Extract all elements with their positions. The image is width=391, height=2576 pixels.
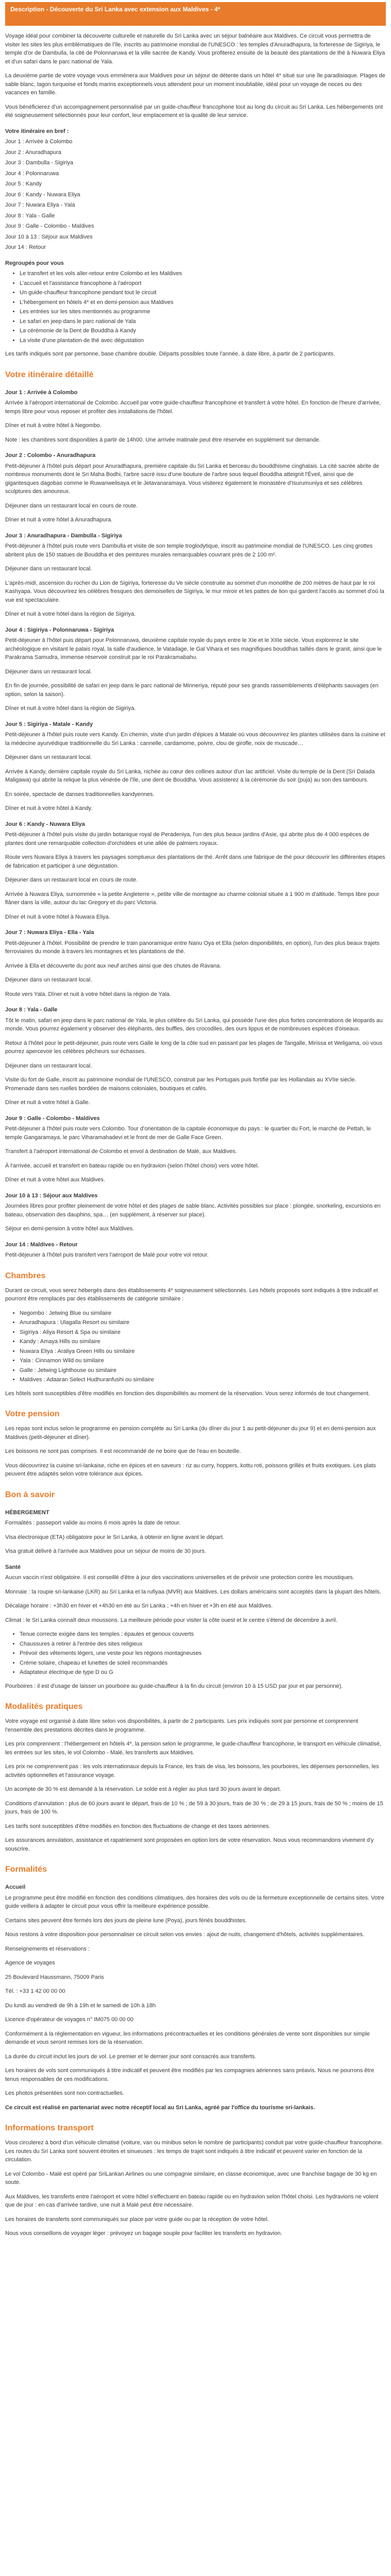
summary-item: Jour 2 : Anuradhapura xyxy=(5,149,61,156)
formalities-paragraph: Du lundi au vendredi de 9h à 19h et le samedi de 10h à 18h xyxy=(5,2002,156,2009)
modalities-title: Modalités pratiques xyxy=(5,1702,83,1711)
extra-paragraph: Visa électronique (ETA) obligatoire pour le Sri Lanka, à obtenir en ligne avant le départ. xyxy=(5,1534,224,1540)
info-section xyxy=(5,2139,386,2238)
day-paragraph: Dîner et nuit à votre hôtel aux Maldives. xyxy=(5,1177,105,1183)
meals-footer: Les hôtels sont susceptibles d'être modifiés en fonction des disponibilités au moment de la réservation. Vous serez informés de tout changement. xyxy=(5,1390,370,1397)
modalities-paragraph: Les prix comprennent : l'hébergement en hôtels 4*, la pension selon le programme, le guide-chauffeur francophone, le transport en véhicule climatisé, les entrées sur les sites, le vol Colombo - Malé, les transferts aux Maldives. xyxy=(5,1741,381,1756)
day-paragraph: Dîner et nuit à votre hôtel à Anuradhapura. xyxy=(5,517,112,523)
extra-bullet: • Adaptateur électrique de type D ou G xyxy=(20,1668,386,1677)
extra-paras-2 xyxy=(5,1573,386,1624)
modalities-paragraph: Les tarifs sont susceptibles d'être modifiés en fonction des fluctuations de change et des taxes aériennes. xyxy=(5,1823,270,1829)
formalities-paragraph: Agence de voyages xyxy=(5,1960,55,1966)
conditions-section xyxy=(5,2030,386,2098)
modalities-paragraph: Conditions d'annulation : plus de 60 jours avant le départ, frais de 10 % ; de 59 à 30 jours, frais de 30 % ; de 29 à 15 jours, frais de 50 % ; moins de 15 jours, frais de 100 %. xyxy=(5,1800,383,1815)
formalities-paragraph: Licence d'opérateur de voyages n° IM075 00 00 00 xyxy=(5,2016,134,2023)
extra-bullet: • Tenue correcte exigée dans les temples : épaules et genoux couverts xyxy=(20,1630,386,1639)
summary-item: Jour 5 : Kandy xyxy=(5,181,42,187)
formalities-subtitle: Accueil xyxy=(5,1884,26,1890)
day-paragraph: Déjeuner dans un restaurant local. xyxy=(5,754,92,760)
service-section xyxy=(5,1425,386,1479)
day-heading: Jour 10 à 13 : Séjour aux Maldives xyxy=(5,1192,98,1199)
day-heading: Jour 2 : Colombo - Anuradhapura xyxy=(5,452,95,459)
note-box-item: • L'accueil et l'assistance francophone à l'aéroport xyxy=(20,279,386,288)
extra-title: Bon à savoir xyxy=(5,1490,55,1499)
day-heading: Jour 8 : Yala - Galle xyxy=(5,1007,58,1013)
day-paragraph: Petit-déjeuner à l'hôtel puis transfert vers l'aéroport de Malé pour votre vol retour. xyxy=(5,1252,209,1258)
extra-paras xyxy=(5,1519,386,1556)
day-heading: Jour 1 : Arrivée à Colombo xyxy=(5,389,78,396)
note-box-item: • Un guide-chauffeur francophone pendant tout le circuit xyxy=(20,289,386,297)
day-paragraph: Dîner et nuit à votre hôtel dans la région de Sigiriya. xyxy=(5,705,136,711)
hotel-item: • Negombo : Jetwing Blue ou similaire xyxy=(20,1309,386,1318)
formalities-paragraph: Nous restons à votre disposition pour personnaliser ce circuit selon vos envies : ajout de nuits, changement d'hôtels, activités supplémentaires. xyxy=(5,1931,365,1938)
day-paragraph: Séjour en demi-pension à votre hôtel aux Maldives. xyxy=(5,1226,135,1232)
day-paragraph: Dîner et nuit à votre hôtel dans la région de Sigiriya. xyxy=(5,611,136,617)
day-paragraph: Petit-déjeuner à l'hôtel puis route vers Kandy. En chemin, visite d'un jardin d'épices à Matale où vous découvrirez les plantes utilisées dans la cuisine et la médecine ayurvédique traditionnelle du Sri Lanka : cannelle, cardamome, poivre, clou de girofle, noix de muscade… xyxy=(5,732,385,747)
formalities-paragraph: Certains sites peuvent être fermés lors des jours de pleine lune (Poya), jours fériés bouddhistes. xyxy=(5,1917,247,1924)
intro-paragraph-1: Voyage idéal pour combiner la découverte culturelle et naturelle du Sri Lanka avec un séjour balnéaire aux Maldives. Ce circuit vous permettra de visiter les sites les plus emblématiques de l'île, inscrits au patrimoine mondial de l'UNESCO : les temples d'Anuradhapura, la forteresse de Sigiriya, le temple d'or de Dambulla, la cité de Polonnaruwa et la ville sacrée de Kandy. Vous profiterez ensuite de la beauté des plantations de thé à Nuwara Eliya et d'un safari dans le parc national de Yala. xyxy=(5,33,385,65)
conditions-paragraph: Les horaires de vols sont communiqués à titre indicatif et peuvent être modifiés par les compagnies aériennes sans préavis. Nous ne pourrons être tenus responsables de ces modifications. xyxy=(5,2067,374,2082)
note-box-item: • La cérémonie de la Dent de Bouddha à Kandy xyxy=(20,327,386,335)
page-banner: Description - Découverte du Sri Lanka avec extension aux Maldives - 4* xyxy=(5,2,386,26)
summary-item: Jour 6 : Kandy - Nuwara Eliya xyxy=(5,191,80,198)
service-paragraph: Les repas sont inclus selon le programme en pension complète au Sri Lanka (du dîner du jour 1 au petit-déjeuner du jour 9) et en demi-pension aux Maldives (petit-déjeuner et dîner). xyxy=(5,1426,376,1440)
info-paragraph: Le vol Colombo - Malé est opéré par SriLankan Airlines ou une compagnie similaire, en classe économique, avec une franchise bagage de 30 kg en soute. xyxy=(5,2171,377,2185)
summary-item: Jour 7 : Nuwara Eliya - Yala xyxy=(5,202,75,208)
day-heading: Jour 9 : Galle - Colombo - Maldives xyxy=(5,1115,100,1122)
day-paragraph: En fin de journée, possibilité de safari en jeep dans le parc national de Minneriya, réputé pour ses grands rassemblements d'éléphants sauvages (en option, selon la saison). xyxy=(5,683,379,698)
modalities-paragraph: Un acompte de 30 % est demandé à la réservation. Le solde est à régler au plus tard 30 jours avant le départ. xyxy=(5,1786,282,1792)
formalities-paragraph: Renseignements et réservations : xyxy=(5,1945,90,1952)
modalities-paragraph: Votre voyage est organisé à date libre selon vos disponibilités, à partir de 2 participants. Les prix indiqués sont par personne et comprennent l'ensemble des prestations décrites dans le programme. xyxy=(5,1718,359,1733)
intro-paragraph-2: La deuxième partie de votre voyage vous emmènera aux Maldives pour un séjour de détente dans un hôtel 4* situé sur une île paradisiaque. Plages de sable blanc, lagon turquoise et fonds marins exceptionnels vous attendent pour un moment inoubliable, idéal pour un voyage de noces ou des vacances en famille. xyxy=(5,73,385,96)
day-heading: Jour 5 : Sigiriya - Matale - Kandy xyxy=(5,721,93,727)
day-heading: Jour 6 : Kandy - Nuwara Eliya xyxy=(5,821,85,827)
day-paragraph: Arrivée à Kandy, dernière capitale royale du Sri Lanka, nichée au cœur des collines autour d'un lac artificiel. Visite du temple de la Dent (Sri Dalada Maligawa) qui abrite la relique la plus vénérée de l'île, une dent de Bouddha. Vous assisterez à la cérémonie du soir (puja) au son des tambours. xyxy=(5,768,375,783)
hotel-item: • Nuwara Eliya : Araliya Green Hills ou similaire xyxy=(20,1347,386,1356)
note-box-list xyxy=(5,269,386,345)
summary-item: Jour 3 : Dambulla - Sigiriya xyxy=(5,160,74,166)
day-paragraph: Arrivée à l'aéroport international de Colombo. Accueil par votre guide-chauffeur francophone et transfert à votre hôtel. En fonction de l'heure d'arrivée, temps libre pour vous reposer et profiter des installations de l'hôtel. xyxy=(5,400,381,415)
hotel-item: • Anuradhapura : Ulagalla Resort ou similaire xyxy=(20,1318,386,1327)
day-paragraph: Déjeuner dans un restaurant local. xyxy=(5,1062,92,1069)
extra-paragraph: Climat : le Sri Lanka connaît deux moussons. La meilleure période pour visiter la côte ouest et le centre s'étend de décembre à avril. xyxy=(5,1617,338,1623)
extra-bullet: • Crème solaire, chapeau et lunettes de soleil recommandés xyxy=(20,1659,386,1668)
formalities-paragraph: Le programme peut être modifié en fonction des conditions climatiques, des horaires des vols ou de la fermeture exceptionnelle de certains sites. Votre guide veillera à adapter le circuit pour vous offrir la meilleure expérience possible. xyxy=(5,1894,384,1909)
day-paragraph: Petit-déjeuner à l'hôtel puis route vers Colombo. Tour d'orientation de la capitale économique du pays : le quartier du Fort, le marché de Pettah, le temple Gangaramaya, le parc Viharamahadevi et le front de mer de Galle Face Green. xyxy=(5,1126,371,1141)
formalities-paragraph: Tél. : +33 1 42 00 00 00 xyxy=(5,1988,66,1994)
day-paragraph: Arrivée à Nuwara Eliya, surnommée « la petite Angleterre », petite ville de montagne au charme colonial située à 1 900 m d'altitude. Temps libre pour flâner dans la ville, autour du lac Gregory et du parc Victoria. xyxy=(5,891,380,906)
extra-bullet: • Chaussures à retirer à l'entrée des sites religieux xyxy=(20,1640,386,1649)
note-box-title: Regroupés pour vous xyxy=(5,260,64,266)
note-box-item: • La visite d'une plantation de thé avec dégustation xyxy=(20,336,386,345)
day-paragraph: Visite du fort de Galle, inscrit au patrimoine mondial de l'UNESCO, construit par les Portugais puis fortifié par les Hollandais au XVIIe siècle. Promenade dans ses ruelles bordées de maisons coloniales, boutiques et cafés. xyxy=(5,1077,356,1092)
summary-item: Jour 14 : Retour xyxy=(5,244,46,250)
day-heading: Jour 4 : Sigiriya - Polonnaruwa - Sigiriya xyxy=(5,626,114,633)
day-paragraph: Retour à l'hôtel pour le petit-déjeuner, puis route vers Galle le long de la côte sud en passant par les plages de Tangalle, Mirissa et Weligama, où vous pourrez apercevoir les célèbres pêcheurs sur échasses. xyxy=(5,1040,383,1055)
summary-item: Jour 10 à 13 : Séjour aux Maldives xyxy=(5,233,93,240)
day-paragraph: Déjeuner dans un restaurant local en cours de route. xyxy=(5,502,138,509)
day-paragraph: Route vers Nuwara Eliya à travers les paysages somptueux des plantations de thé. Arrêt dans une fabrique de thé pour découvrir les différentes étapes de fabrication et participer à une dégustation. xyxy=(5,854,385,869)
hotel-item: • Sigiriya : Aliya Resort & Spa ou similaire xyxy=(20,1328,386,1337)
modalities-paragraph: Les prix ne comprennent pas : les vols internationaux depuis la France, les frais de visa, les boissons, les pourboires, les dépenses personnelles, les activités optionnelles et l'assurance voyage. xyxy=(5,1764,379,1778)
day-paragraph: Déjeuner dans un restaurant local. xyxy=(5,566,92,572)
note-box-item: • Le transfert et les vols aller-retour entre Colombo et les Maldives xyxy=(20,269,386,278)
day-heading: Jour 14 : Maldives - Retour xyxy=(5,1241,78,1248)
extra-paragraph: Aucun vaccin n'est obligatoire. Il est conseillé d'être à jour des vaccinations universelles et de prévoir une protection contre les moustiques. xyxy=(5,1574,354,1581)
note-box-item: • L'hébergement en hôtels 4* et en demi-pension aux Maldives xyxy=(20,298,386,307)
day-paragraph: Dîner et nuit à votre hôtel à Nuwara Eliya. xyxy=(5,913,110,920)
meals-title: Chambres xyxy=(5,1271,46,1280)
extra-paragraph: Monnaie : la roupie sri-lankaise (LKR) au Sri Lanka et la rufiyaa (MVR) aux Maldives. Les dollars américains sont acceptés dans la plupart des hôtels. xyxy=(5,1588,381,1595)
day-paragraph: Petit-déjeuner à l'hôtel puis route vers Dambulla et visite de son temple troglodytique, inscrit au patrimoine mondial de l'UNESCO. Les cinq grottes abritent plus de 150 statues de Bouddha et des peintures murales remarquables couvrant près de 2 100 m². xyxy=(5,543,373,558)
service-paragraph: Les boissons ne sont pas comprises. Il est recommandé de ne boire que de l'eau en bouteille. xyxy=(5,1448,241,1454)
day-paragraph: Dîner et nuit à votre hôtel à Galle. xyxy=(5,1099,90,1106)
info-paragraph: Les horaires de transferts sont communiqués sur place par votre guide ou par la réception de votre hôtel. xyxy=(5,2216,269,2223)
day-paragraph: Route vers Yala. Dîner et nuit à votre hôtel dans la région de Yala. xyxy=(5,991,171,997)
day-paragraph: Petit-déjeuner à l'hôtel puis départ pour Polonnaruwa, deuxième capitale royale du pays entre le XIe et le XIIIe siècle. Vous explorerez le site archéologique en visitant le palais royal, la salle d'audience, le Vatadage, le Gal Vihara et ses magnifiques bouddhas taillés dans le granit, ainsi que le Parakrama Samudra, immense réservoir construit par le roi Parakramabahu. xyxy=(5,637,382,660)
day-paragraph: Journées libres pour profiter pleinement de votre hôtel et des plages de sable blanc. Activités possibles sur place : plongée, snorkeling, excursions en bateau, observation des dauphins, spa… (en supplément, à réserver sur place). xyxy=(5,1203,381,1218)
note-box-footer: Les tarifs indiqués sont par personne, base chambre double. Départs possibles toute l'année, à date libre, à partir de 2 participants. xyxy=(5,351,335,357)
modalities-section xyxy=(5,1717,386,1853)
hotel-item: • Yala : Cinnamon Wild ou similaire xyxy=(20,1357,386,1365)
day-paragraph: Déjeuner dans un restaurant local. xyxy=(5,668,92,675)
hotel-item: • Kandy : Amaya Hills ou similaire xyxy=(20,1337,386,1346)
conditions-paragraph: La durée du circuit inclut les jours de vol. Le premier et le dernier jour sont consacrés aux transferts. xyxy=(5,2053,256,2060)
summary-list xyxy=(5,138,386,252)
extra-note: Pourboires : il est d'usage de laisser un pourboire au guide-chauffeur à la fin du circuit (environ 10 à 15 USD par jour et par personne). xyxy=(5,1683,343,1689)
program-title: Votre itinéraire détaillé xyxy=(5,370,94,379)
day-paragraph: Petit-déjeuner à l'hôtel. Possibilité de prendre le train panoramique entre Nanu Oya et Ella (selon disponibilités, en option), l'un des plus beaux trajets ferroviaires du monde à travers les montagnes et les plantations de thé. xyxy=(5,940,380,955)
summary-item: Jour 8 : Yala - Galle xyxy=(5,212,55,219)
extra-bullet: • Prévoir des vêtements légers, une veste pour les régions montagneuses xyxy=(20,1649,386,1658)
hotel-item: • Galle : Jetwing Lighthouse ou similaire xyxy=(20,1366,386,1375)
note-box-item: • Le safari en jeep dans le parc national de Yala xyxy=(20,317,386,326)
day-paragraph: Note : les chambres sont disponibles à partir de 14h00. Une arrivée matinale peut être réservée en supplément sur demande. xyxy=(5,436,321,443)
day-paragraph: En soirée, spectacle de danses traditionnelles kandyennes. xyxy=(5,791,155,798)
day-paragraph: Tôt le matin, safari en jeep dans le parc national de Yala, le plus célèbre du Sri Lanka, qui possède l'une des plus fortes concentrations de léopards au monde. Vous pourrez également y observer des éléphants, des buffles, des crocodiles, des ours lippus et de nombreuses espèces d'oiseaux. xyxy=(5,1017,383,1032)
info-paragraph: Vous circulerez à bord d'un véhicule climatisé (voiture, van ou minibus selon le nombre de participants) conduit par votre guide-chauffeur francophone. Les routes du Sri Lanka sont souvent étroites et sinueuses : les temps de trajet sont indiqués à titre indicatif et peuvent varier en fonction de la circulation. xyxy=(5,2140,383,2163)
summary-item: Jour 4 : Polonnaruwa xyxy=(5,170,59,177)
conditions-paragraph: Conformément à la réglementation en vigueur, les informations précontractuelles et les conditions générales de vente sont disponibles sur simple demande et vous seront remises lors de la réservation. xyxy=(5,2030,370,2045)
summary-title: Votre itinéraire en bref : xyxy=(5,128,69,134)
info-paragraph: Aux Maldives, les transferts entre l'aéroport et votre hôtel s'effectuent en bateau rapide ou en hydravion selon l'hôtel choisi. Les hydravions ne volent que de jour : en cas d'arrivée tardive, une nuit à Malé peut être nécessaire. xyxy=(5,2193,379,2208)
conditions-bold: Ce circuit est réalisé en partenariat avec notre réceptif local au Sri Lanka, agréé par l'office du tourisme sri-lankais. xyxy=(5,2104,315,2111)
hotel-list xyxy=(5,1309,386,1384)
day-paragraph: Arrivée à Ella et découverte du pont aux neuf arches ainsi que des chutes de Ravana. xyxy=(5,962,221,969)
day-paragraph: L'après-midi, ascension du rocher du Lion de Sigiriya, forteresse du Ve siècle construite au sommet d'un monolithe de 200 mètres de haut par le roi Kashyapa. Vous découvrirez les célèbres fresques des demoiselles de Sigiriya, le mur miroir et les pattes de lion qui gardent l'accès au sommet d'où la vue est spectaculaire. xyxy=(5,580,384,603)
day-paragraph: Dîner et nuit à votre hôtel à Negombo. xyxy=(5,422,102,429)
meals-intro: Durant ce circuit, vous serez hébergés dans des établissements 4* soigneusement sélectionnés. Les hôtels proposés sont indiqués à titre indicatif et pourront être remplacés par des établissements de catégorie similaire : xyxy=(5,1287,378,1302)
info-paragraph: Nous vous conseillons de voyager léger : prévoyez un bagage souple pour faciliter les transferts en hydravion. xyxy=(5,2230,282,2236)
formalities-title: Formalités xyxy=(5,1865,47,1874)
modalities-paragraph: Les assurances annulation, assistance et rapatriement sont proposées en option lors de votre réservation. Nous vous recommandons vivement d'y souscrire. xyxy=(5,1837,374,1852)
day-heading: Jour 7 : Nuwara Eliya - Ella - Yala xyxy=(5,929,94,936)
day-paragraph: Petit-déjeuner à l'hôtel puis départ pour Anuradhapura, première capitale du Sri Lanka et berceau du bouddhisme cinghalais. La cité sacrée abrite de nombreux monuments dont le Sri Maha Bodhi, l'arbre sacré issu d'une bouture de l'arbre sous lequel Bouddha atteignit l'Éveil, ainsi que de gigantesques dagobas comme le Ruwanwelisaya et le Jetavanaramaya. Vous visiterez également le monastère d'Isurumuniya et ses célèbres sculptures des amoureux. xyxy=(5,463,379,495)
conditions-paragraph: Les photos présentées sont non contractuelles. xyxy=(5,2090,124,2096)
service-paragraph: Vous découvrirez la cuisine sri-lankaise, riche en épices et en saveurs : riz au curry, hoppers, kottu roti, poissons grillés et fruits exotiques. Les plats peuvent être adaptés selon votre tolérance aux épices. xyxy=(5,1462,376,1477)
extra-paragraph: Décalage horaire : +3h30 en hiver et +4h30 en été au Sri Lanka ; +4h en hiver et +3h en été aux Maldives. xyxy=(5,1603,273,1609)
service-title: Votre pension xyxy=(5,1410,60,1418)
day-paragraph: Dîner et nuit à votre hôtel à Kandy. xyxy=(5,805,93,811)
day-heading: Jour 3 : Anuradhapura - Dambulla - Sigiriya xyxy=(5,532,122,539)
note-box-item: • Les entrées sur les sites mentionnés au programme xyxy=(20,308,386,316)
day-paragraph: Déjeuner dans un restaurant local en cours de route. xyxy=(5,877,138,883)
hotel-item: • Maldives : Adaaran Select Hudhuranfushi ou similaire xyxy=(20,1376,386,1384)
extra-paragraph: Visa gratuit délivré à l'arrivée aux Maldives pour un séjour de moins de 30 jours. xyxy=(5,1548,206,1554)
program-days xyxy=(5,388,386,1260)
extra-paragraph: Formalités : passeport valide au moins 6 mois après la date de retour. xyxy=(5,1520,181,1526)
day-paragraph: Petit-déjeuner à l'hôtel puis visite du jardin botanique royal de Peradeniya, l'un des plus beaux jardins d'Asie, qui abrite plus de 4 000 espèces de plantes dont une remarquable collection d'orchidées et une allée de palmiers royaux. xyxy=(5,832,369,846)
info-title: Informations transport xyxy=(5,2124,94,2132)
day-paragraph: À l'arrivée, accueil et transfert en bateau rapide ou en hydravion (selon l'hôtel choisi) vers votre hôtel. xyxy=(5,1162,259,1169)
intro-paragraph-3: Vous bénéficierez d'un accompagnement personnalisé par un guide-chauffeur francophone tout au long du circuit au Sri Lanka. Les hébergements ont été soigneusement sélectionnés pour leur confort, leur emplacement et la qualité de leur service. xyxy=(5,104,383,118)
extra-subtitle-2: Santé xyxy=(5,1564,21,1570)
summary-item: Jour 9 : Galle - Colombo - Maldives xyxy=(5,223,94,229)
summary-item: Jour 1 : Arrivée à Colombo xyxy=(5,139,73,145)
formalities-paragraph: 25 Boulevard Haussmann, 75009 Paris xyxy=(5,1974,104,1980)
day-paragraph: Déjeuner dans un restaurant local. xyxy=(5,977,92,983)
day-paragraph: Transfert à l'aéroport international de Colombo et envol à destination de Malé, aux Maldives. xyxy=(5,1148,237,1155)
extra-subtitle: HÉBERGEMENT xyxy=(5,1509,50,1516)
formalities-section xyxy=(5,1894,386,2024)
extra-bullets xyxy=(5,1630,386,1677)
